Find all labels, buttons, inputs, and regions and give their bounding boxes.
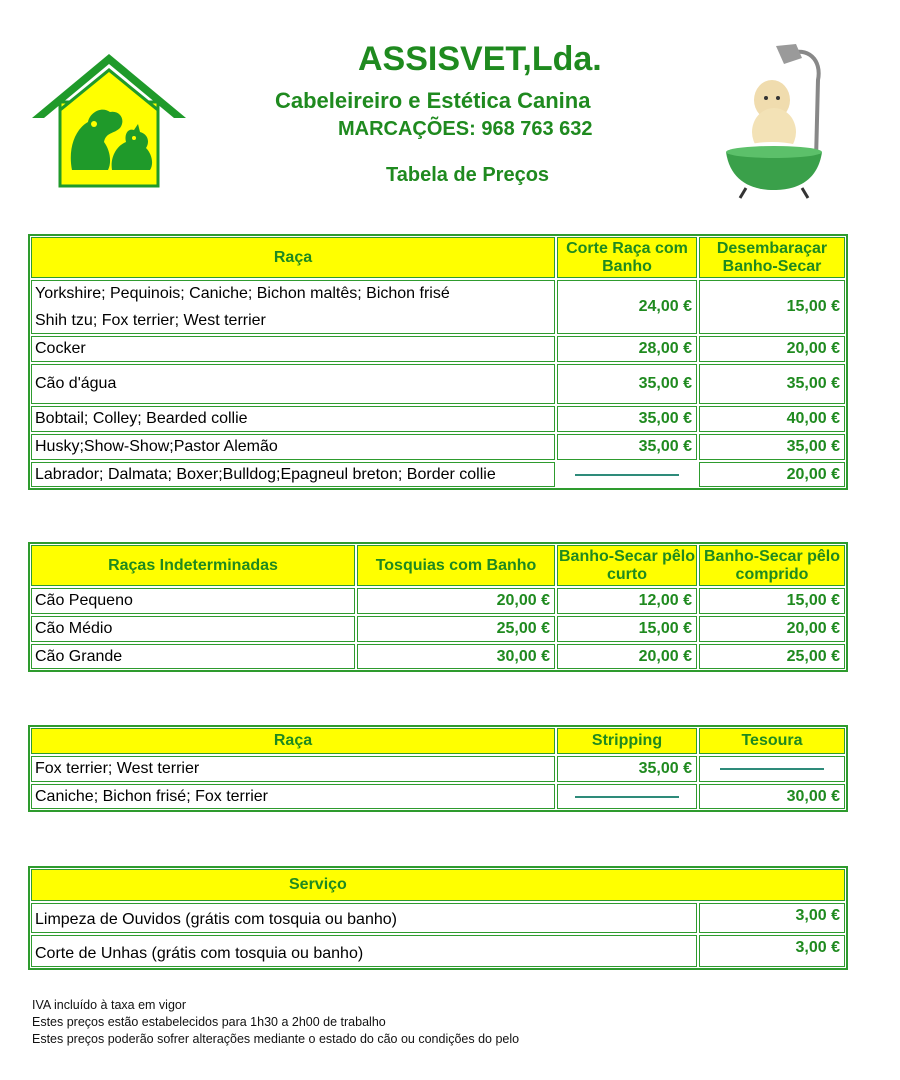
price-table-title: Tabela de Preços (386, 164, 550, 186)
booking-phone: MARCAÇÕES: 968 763 632 (338, 118, 593, 140)
header-servico: Serviço (31, 869, 845, 901)
company-subtitle: Cabeleireiro e Estética Canina (275, 88, 591, 113)
breed-name: Labrador; Dalmata; Boxer;Bulldog;Epagneul breton; Border collie (31, 462, 555, 487)
price-corte: 35,00 € (557, 364, 697, 404)
price-tesoura: 30,00 € (699, 784, 845, 809)
breed-name: Cocker (31, 336, 555, 362)
price-desembaracar: 35,00 € (699, 434, 845, 460)
price-tosquia: 25,00 € (357, 616, 555, 642)
breed-name: Fox terrier; West terrier (31, 756, 555, 782)
price-corte: 35,00 € (557, 434, 697, 460)
service-name: Corte de Unhas (grátis com tosquia ou banho) (31, 935, 697, 967)
price-banho-curto: 15,00 € (557, 616, 697, 642)
price-desembaracar: 35,00 € (699, 364, 845, 404)
note-line: Estes preços estão estabelecidos para 1h30 a 2h00 de trabalho (32, 1015, 386, 1029)
price-desembaracar: 40,00 € (699, 406, 845, 432)
price-banho-curto: 12,00 € (557, 588, 697, 614)
price-banho-comprido: 25,00 € (699, 644, 845, 669)
price-corte: 35,00 € (557, 406, 697, 432)
price-desembaracar: 20,00 € (699, 336, 845, 362)
company-name: ASSISVET,Lda. (358, 40, 602, 78)
header-stripping: Stripping (557, 728, 697, 754)
header-racas-indeterminadas: Raças Indeterminadas (31, 545, 355, 586)
dog-bath-shower-icon (718, 40, 838, 200)
table-row (31, 280, 555, 334)
header-tosquias: Tosquias com Banho (357, 545, 555, 586)
price-desembaracar: 20,00 € (699, 462, 845, 487)
not-available-dash (557, 784, 697, 809)
header-banho-comprido: Banho-Secar pêlo comprido (699, 545, 845, 586)
header-desembaracar: Desembaraçar Banho-Secar (699, 237, 845, 278)
header-raca: Raça (31, 237, 555, 278)
footer-notes (32, 997, 519, 1048)
dog-size: Cão Grande (31, 644, 355, 669)
header-tesoura: Tesoura (699, 728, 845, 754)
dog-size: Cão Pequeno (31, 588, 355, 614)
price-banho-comprido: 15,00 € (699, 588, 845, 614)
breed-name: Cão d'água (31, 364, 555, 404)
header-corte-raca: Corte Raça com Banho (557, 237, 697, 278)
header-raca: Raça (31, 728, 555, 754)
not-available-dash (699, 756, 845, 782)
price-banho-curto: 20,00 € (557, 644, 697, 669)
header-banho-curto: Banho-Secar pêlo curto (557, 545, 697, 586)
price-corte: 28,00 € (557, 336, 697, 362)
note-line: IVA incluído à taxa em vigor (32, 998, 187, 1012)
breed-name: Bobtail; Colley; Bearded collie (31, 406, 555, 432)
service-name: Limpeza de Ouvidos (grátis com tosquia ou banho) (31, 903, 697, 933)
breed-name: Caniche; Bichon frisé; Fox terrier (31, 784, 555, 809)
breed-name: Husky;Show-Show;Pastor Alemão (31, 434, 555, 460)
breed-name: Yorkshire; Pequinois; Caniche; Bichon maltês; Bichon frisé (35, 285, 450, 302)
price-stripping: 35,00 € (557, 756, 697, 782)
house-pets-logo-icon (30, 50, 188, 190)
price-corte: 24,00 € (557, 280, 697, 334)
price-banho-comprido: 20,00 € (699, 616, 845, 642)
price-tosquia: 20,00 € (357, 588, 555, 614)
service-price: 3,00 € (699, 903, 845, 933)
price-desembaracar: 15,00 € (699, 280, 845, 334)
price-tosquia: 30,00 € (357, 644, 555, 669)
breed-name: Shih tzu; Fox terrier; West terrier (35, 312, 266, 329)
not-available-dash (557, 462, 697, 487)
service-price: 3,00 € (699, 935, 845, 967)
dog-size: Cão Médio (31, 616, 355, 642)
note-line: Estes preços poderão sofrer alterações mediante o estado do cão ou condições do pelo (32, 1032, 520, 1046)
